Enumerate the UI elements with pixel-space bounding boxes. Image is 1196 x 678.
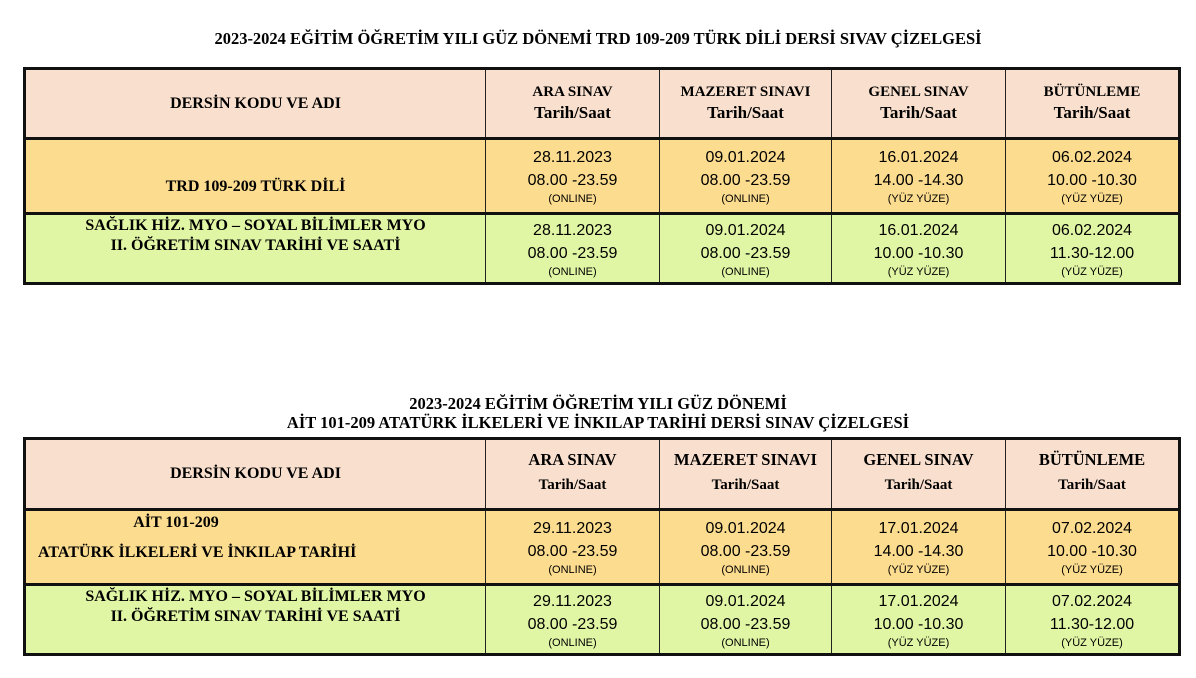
exam-cell (832, 585, 1006, 655)
schedule-2-table (23, 437, 1181, 656)
exam-cell (486, 214, 660, 284)
exam-date: 09.01.2024 (705, 520, 786, 537)
exam-mode: (ONLINE) (721, 265, 770, 278)
exam-time: 08.00 -23.59 (527, 244, 618, 262)
exam-time: 08.00 -23.59 (527, 172, 618, 189)
exam-cell (832, 510, 1006, 585)
table-row (25, 510, 1180, 585)
course-name-cell (25, 585, 486, 655)
exam-mode: (ONLINE) (548, 564, 597, 576)
exam-mode: (ONLINE) (548, 636, 597, 649)
column-subtitle: Tarih/Saat (884, 477, 953, 493)
exam-time: 08.00 -23.59 (527, 615, 618, 633)
exam-date: 09.01.2024 (705, 221, 786, 239)
exam-date: 09.01.2024 (705, 149, 786, 166)
exam-cell (660, 510, 832, 585)
course-label-line: II. ÖĞRETİM SINAV TARİHİ VE SAATİ (110, 237, 401, 254)
exam-date: 28.11.2023 (533, 149, 612, 166)
course-column-header: DERSİN KODU VE ADI (25, 439, 486, 510)
exam-mode: (YÜZ YÜZE) (1061, 193, 1123, 205)
exam-time: 11.30-12.00 (1049, 615, 1135, 633)
column-subtitle: Tarih/Saat (1053, 102, 1131, 122)
exam-mode: (ONLINE) (721, 564, 770, 576)
table-header-row (25, 69, 1180, 139)
exam-mode: (ONLINE) (548, 193, 597, 205)
exam-cell (1006, 510, 1180, 585)
header-genel-sinav (832, 69, 1006, 139)
course-label-line: SAĞLIK HİZ. MYO – SOYAL BİLİMLER MYO (85, 217, 426, 234)
exam-cell (1006, 214, 1180, 284)
exam-time: 10.00 -10.30 (873, 244, 964, 262)
exam-mode: (YÜZ YÜZE) (887, 193, 950, 205)
column-name: ARA SINAV (528, 450, 617, 469)
column-subtitle: Tarih/Saat (880, 102, 957, 122)
column-subtitle: Tarih/Saat (711, 477, 780, 493)
header-mazeret-sinavi (660, 69, 832, 139)
course-column-header: DERSİN KODU VE ADI (25, 69, 486, 139)
title-line: AİT 101-209 ATATÜRK İLKELERİ VE İNKILAP TARİHİ DERSİ SINAV ÇİZELGESİ (286, 413, 910, 432)
course-name-cell (25, 214, 486, 284)
exam-cell (660, 214, 832, 284)
column-subtitle: Tarih/Saat (534, 102, 611, 122)
exam-mode: (YÜZ YÜZE) (887, 636, 950, 649)
column-subtitle: Tarih/Saat (538, 477, 607, 493)
table-header-row (25, 439, 1180, 510)
exam-cell (832, 139, 1006, 214)
exam-mode: (YÜZ YÜZE) (1061, 564, 1123, 576)
exam-time: 08.00 -23.59 (700, 615, 791, 633)
exam-date: 17.01.2024 (878, 592, 959, 610)
table-row (25, 585, 1180, 655)
exam-date: 07.02.2024 (1051, 592, 1133, 610)
header-butunleme (1006, 69, 1180, 139)
course-name: TRD 109-209 TÜRK DİLİ (165, 178, 346, 195)
schedule-1-table (23, 67, 1181, 285)
exam-time: 08.00 -23.59 (700, 244, 791, 262)
title-line: 2023-2024 EĞİTİM ÖĞRETİM YILI GÜZ DÖNEMİ (409, 394, 787, 413)
exam-date: 17.01.2024 (878, 520, 959, 537)
exam-time: 11.30-12.00 (1049, 244, 1135, 262)
exam-mode: (YÜZ YÜZE) (1061, 636, 1123, 649)
exam-time: 10.00 -10.30 (873, 615, 964, 633)
exam-time: 08.00 -23.59 (700, 543, 791, 560)
exam-date: 29.11.2023 (533, 520, 612, 537)
exam-cell (1006, 139, 1180, 214)
table-row (25, 139, 1180, 214)
exam-mode: (ONLINE) (548, 265, 597, 278)
table-row (25, 214, 1180, 284)
exam-date: 29.11.2023 (533, 592, 612, 610)
exam-time: 08.00 -23.59 (700, 172, 791, 189)
header-mazeret-sinavi (660, 439, 832, 510)
column-name: MAZERET SINAVI (680, 83, 811, 100)
exam-time: 10.00 -10.30 (1047, 172, 1137, 189)
course-name-cell (25, 139, 486, 214)
exam-date: 16.01.2024 (878, 221, 959, 239)
exam-mode: (YÜZ YÜZE) (887, 564, 950, 576)
exam-date: 06.02.2024 (1051, 149, 1133, 166)
exam-date: 06.02.2024 (1051, 221, 1133, 239)
exam-mode: (ONLINE) (721, 636, 770, 649)
exam-time: 10.00 -10.30 (1047, 543, 1137, 560)
header-ara-sinav (486, 69, 660, 139)
exam-cell (660, 139, 832, 214)
column-name: GENEL SINAV (863, 450, 974, 469)
exam-cell (832, 214, 1006, 284)
exam-cell (486, 139, 660, 214)
header-genel-sinav (832, 439, 1006, 510)
exam-mode: (YÜZ YÜZE) (1061, 265, 1123, 278)
exam-mode: (ONLINE) (721, 193, 770, 205)
course-label-line: SAĞLIK HİZ. MYO – SOYAL BİLİMLER MYO (85, 588, 426, 605)
course-name-cell (25, 510, 486, 585)
header-butunleme (1006, 439, 1180, 510)
column-name: BÜTÜNLEME (1038, 450, 1146, 469)
exam-cell (660, 585, 832, 655)
exam-time: 08.00 -23.59 (527, 543, 618, 560)
exam-cell (1006, 585, 1180, 655)
column-name: GENEL SINAV (868, 83, 969, 100)
schedule-2-title (0, 394, 1196, 432)
header-ara-sinav (486, 439, 660, 510)
exam-date: 28.11.2023 (533, 221, 612, 239)
exam-time: 14.00 -14.30 (873, 172, 964, 189)
exam-date: 09.01.2024 (705, 592, 786, 610)
exam-date: 07.02.2024 (1051, 520, 1133, 537)
exam-cell (486, 510, 660, 585)
column-subtitle: Tarih/Saat (707, 102, 784, 122)
exam-time: 14.00 -14.30 (873, 543, 964, 560)
exam-date: 16.01.2024 (878, 149, 959, 166)
schedule-1-title: 2023-2024 EĞİTİM ÖĞRETİM YILI GÜZ DÖNEMİ TRD 109-209 TÜRK DİLİ DERSİ SIVAV ÇİZELGESİ (214, 29, 982, 48)
column-name: ARA SINAV (532, 83, 613, 100)
column-name: BÜTÜNLEME (1043, 83, 1141, 100)
column-subtitle: Tarih/Saat (1058, 477, 1126, 493)
exam-cell (486, 585, 660, 655)
course-code: AİT 101-209 (133, 514, 219, 531)
course-name: ATATÜRK İLKELERİ VE İNKILAP TARİHİ (38, 544, 357, 561)
exam-mode: (YÜZ YÜZE) (887, 265, 950, 278)
course-label-line: II. ÖĞRETİM SINAV TARİHİ VE SAATİ (110, 608, 401, 625)
column-name: MAZERET SINAVI (674, 450, 817, 469)
